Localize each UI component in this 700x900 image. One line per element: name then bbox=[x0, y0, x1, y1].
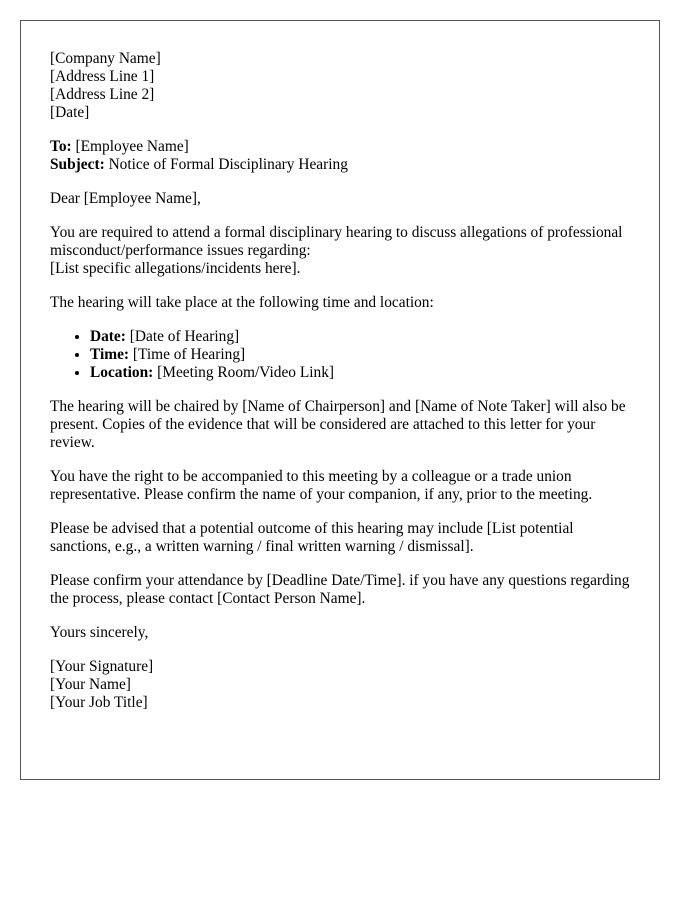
subject-value: Notice of Formal Disciplinary Hearing bbox=[104, 156, 348, 173]
intro-text: You are required to attend a formal disciplinary hearing to discuss allegations of professional misconduct/performance issues regarding: bbox=[50, 224, 623, 259]
confirm-paragraph: Please confirm your attendance by [Deadline Date/Time]. if you have any questions regarding the process, please contact [Contact Person Name]. bbox=[50, 572, 630, 607]
address-line-1: [Address Line 1] bbox=[50, 68, 155, 85]
to-value: [Employee Name] bbox=[71, 138, 189, 155]
company-name: [Company Name] bbox=[50, 50, 161, 67]
recipient-block bbox=[50, 138, 631, 174]
subject-line bbox=[50, 156, 631, 174]
signer-name: [Your Name] bbox=[50, 676, 131, 693]
chair-paragraph: The hearing will be chaired by [Name of Chairperson] and [Name of Note Taker] will also be present. Copies of the evidence that will be considered are attached to this letter for your review. bbox=[50, 398, 626, 451]
detail-value: [Time of Hearing] bbox=[129, 346, 246, 363]
outcome-paragraph: Please be advised that a potential outcome of this hearing may include [List potential sanctions, e.g., a written warning / final written warning / dismissal]. bbox=[50, 520, 574, 555]
companion-paragraph: You have the right to be accompanied to this meeting by a colleague or a trade union representative. Please confirm the name of your companion, if any, prior to the meeting. bbox=[50, 468, 593, 503]
allegations-placeholder: [List specific allegations/incidents here]. bbox=[50, 260, 301, 277]
letter-page bbox=[20, 20, 660, 780]
detail-time bbox=[90, 346, 631, 364]
detail-value: [Meeting Room/Video Link] bbox=[153, 364, 335, 381]
hearing-intro: The hearing will take place at the following time and location: bbox=[50, 294, 434, 311]
closing: Yours sincerely, bbox=[50, 624, 149, 641]
sender-block bbox=[50, 50, 631, 122]
to-label: To: bbox=[50, 138, 72, 155]
salutation: Dear [Employee Name], bbox=[50, 190, 201, 207]
detail-label: Date: bbox=[90, 328, 126, 345]
address-line-2: [Address Line 2] bbox=[50, 86, 155, 103]
detail-label: Time: bbox=[90, 346, 130, 363]
subject-label: Subject: bbox=[50, 156, 105, 173]
detail-location bbox=[90, 364, 631, 382]
detail-value: [Date of Hearing] bbox=[125, 328, 240, 345]
signer-title: [Your Job Title] bbox=[50, 694, 148, 711]
intro-paragraph bbox=[50, 224, 631, 278]
signature-block bbox=[50, 658, 631, 712]
detail-date bbox=[90, 328, 631, 346]
to-line bbox=[50, 138, 631, 156]
signature-placeholder: [Your Signature] bbox=[50, 658, 154, 675]
detail-label: Location: bbox=[90, 364, 154, 381]
letter-date: [Date] bbox=[50, 104, 90, 121]
hearing-details-list bbox=[50, 328, 631, 382]
